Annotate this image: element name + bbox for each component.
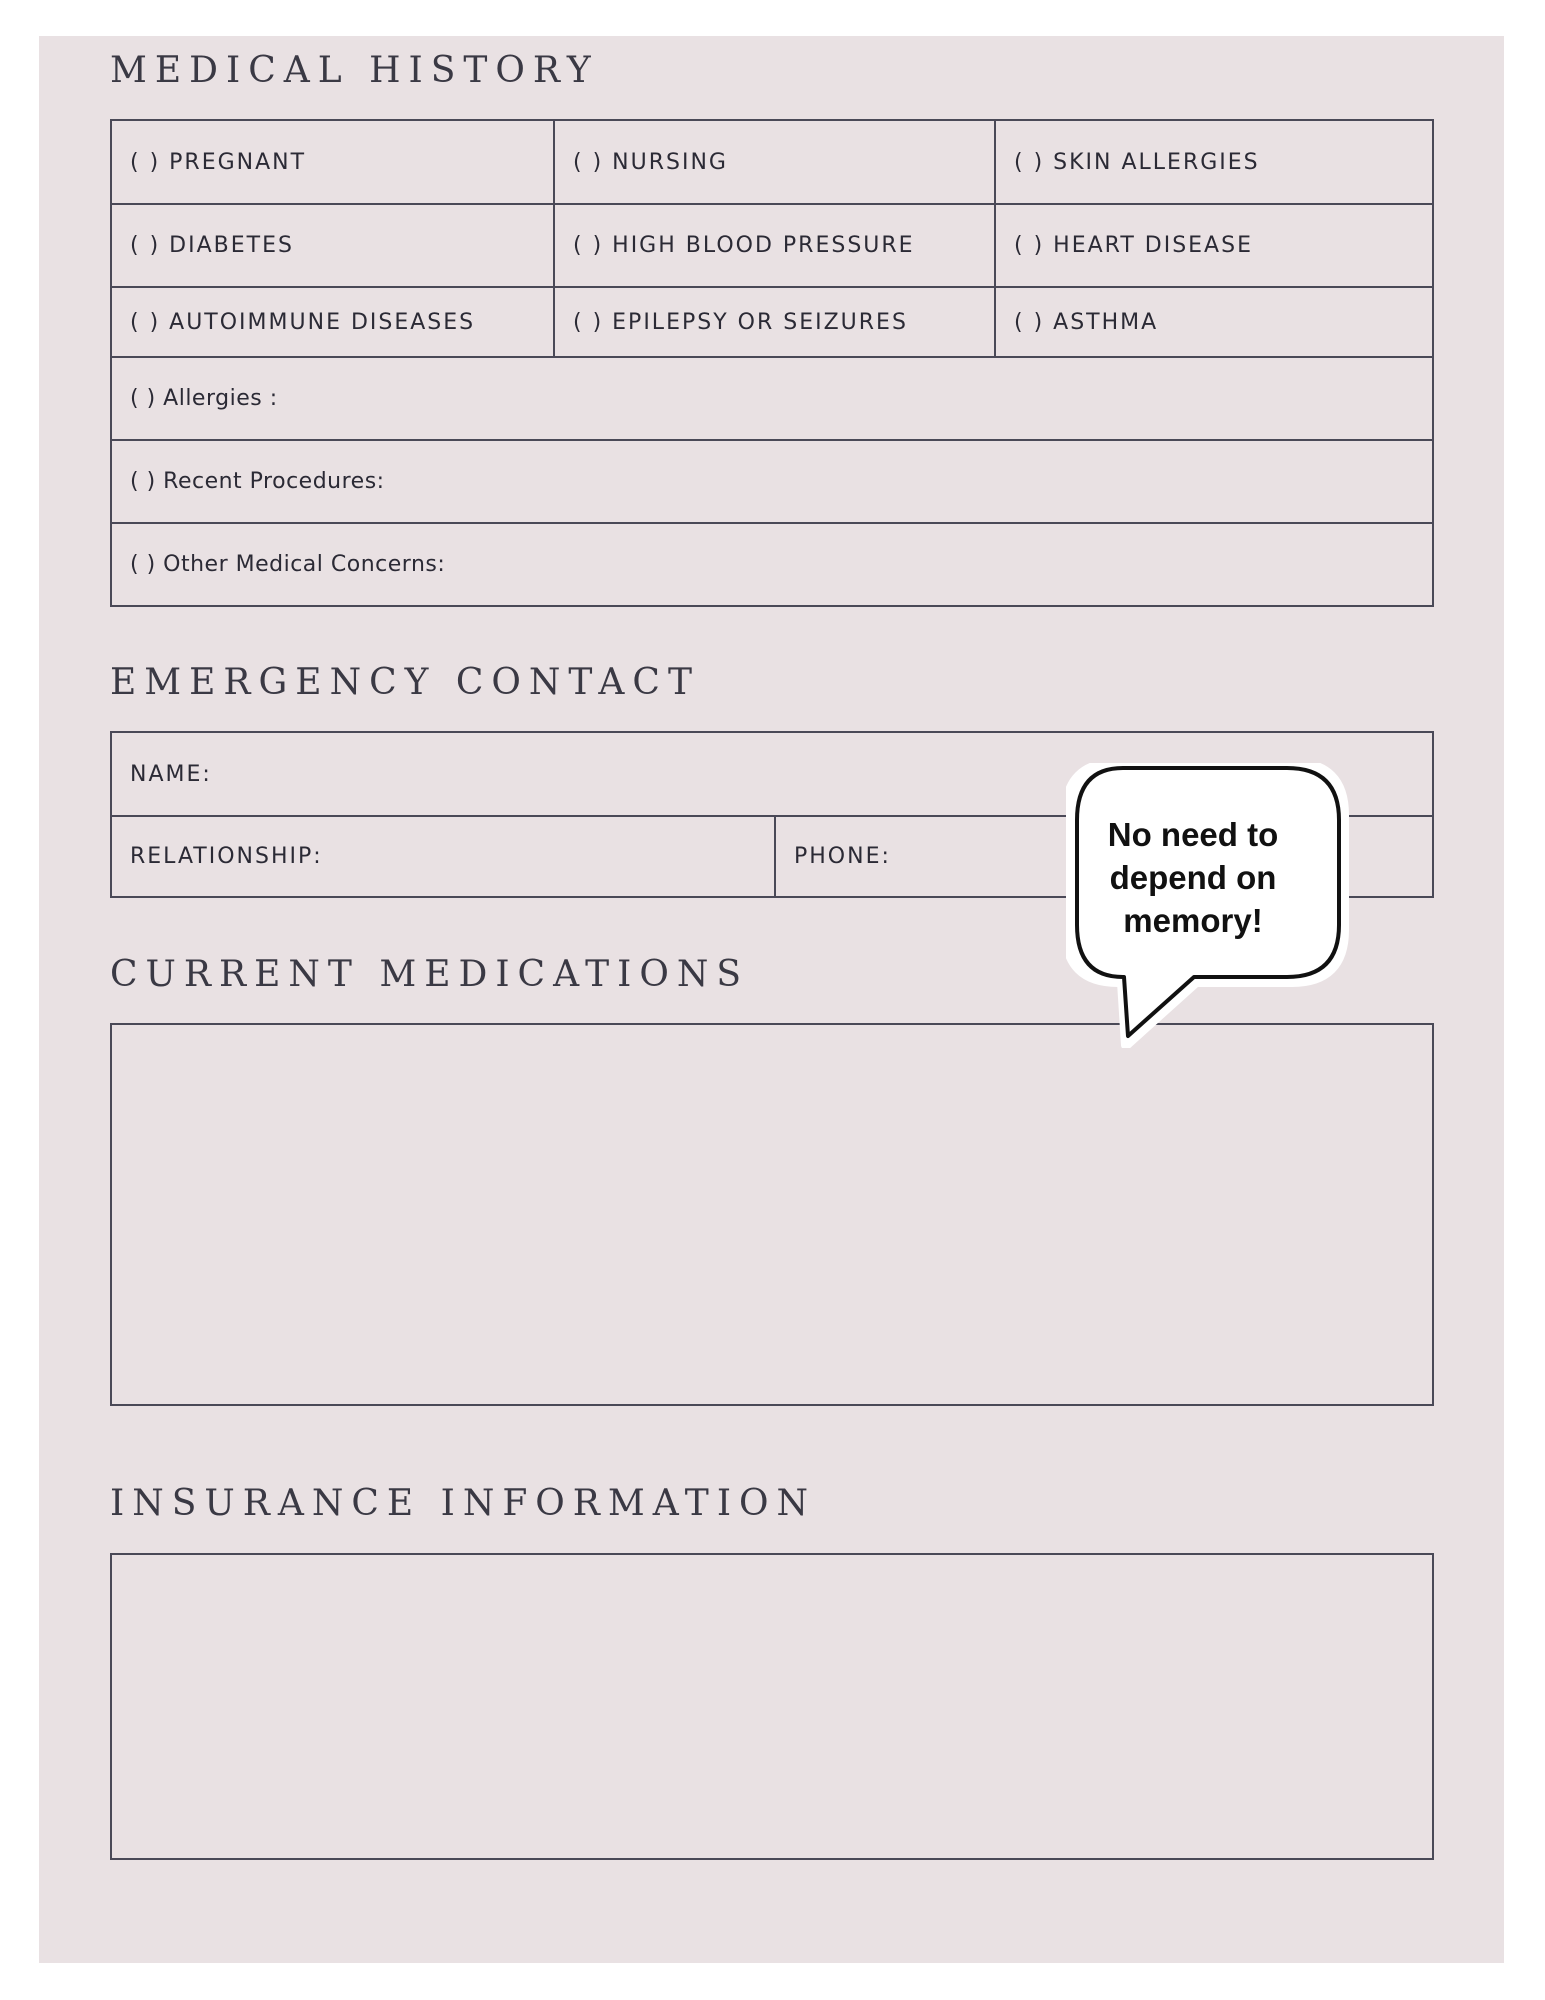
table-row bbox=[112, 121, 1432, 203]
current-medications-box[interactable] bbox=[110, 1023, 1434, 1406]
contact-name-field[interactable]: NAME: bbox=[130, 761, 212, 787]
allergies-field[interactable]: ( ) Allergies : bbox=[130, 386, 278, 411]
diabetes-checkbox[interactable]: ( ) DIABETES bbox=[130, 233, 294, 258]
medical-history-table bbox=[110, 119, 1434, 607]
speech-bubble-line: memory! bbox=[1123, 902, 1263, 939]
heart-disease-checkbox[interactable]: ( ) HEART DISEASE bbox=[994, 205, 1432, 286]
nursing-checkbox[interactable]: ( ) NURSING bbox=[553, 121, 994, 203]
high-blood-pressure-checkbox[interactable]: ( ) HIGH BLOOD PRESSURE bbox=[553, 205, 994, 286]
skin-allergies-checkbox[interactable]: ( ) SKIN ALLERGIES bbox=[994, 121, 1432, 203]
autoimmune-diseases-checkbox[interactable]: ( ) AUTOIMMUNE DISEASES bbox=[130, 309, 476, 335]
insurance-information-title: INSURANCE INFORMATION bbox=[110, 1483, 817, 1524]
recent-procedures-field[interactable]: ( ) Recent Procedures: bbox=[130, 469, 385, 494]
epilepsy-checkbox[interactable]: ( ) EPILEPSY OR SEIZURES bbox=[553, 288, 994, 356]
other-medical-concerns-field[interactable]: ( ) Other Medical Concerns: bbox=[130, 552, 446, 577]
speech-bubble bbox=[1066, 763, 1351, 1048]
table-row bbox=[112, 286, 1432, 356]
pregnant-checkbox[interactable]: ( ) PREGNANT bbox=[130, 149, 307, 175]
insurance-information-box[interactable] bbox=[110, 1553, 1434, 1860]
phone-field[interactable]: PHONE: bbox=[774, 817, 1432, 896]
relationship-field[interactable]: RELATIONSHIP: bbox=[130, 844, 323, 869]
speech-bubble-line: No need to bbox=[1107, 816, 1279, 853]
table-row bbox=[112, 356, 1432, 439]
table-row bbox=[112, 522, 1432, 605]
asthma-checkbox[interactable]: ( ) ASTHMA bbox=[994, 288, 1432, 356]
current-medications-title: CURRENT MEDICATIONS bbox=[110, 954, 750, 995]
speech-bubble-text bbox=[1088, 813, 1298, 942]
speech-bubble-line: depend on bbox=[1109, 859, 1277, 896]
medical-history-title: MEDICAL HISTORY bbox=[110, 50, 599, 91]
table-row bbox=[112, 203, 1432, 286]
emergency-contact-title: EMERGENCY CONTACT bbox=[110, 662, 700, 703]
table-row bbox=[112, 439, 1432, 522]
